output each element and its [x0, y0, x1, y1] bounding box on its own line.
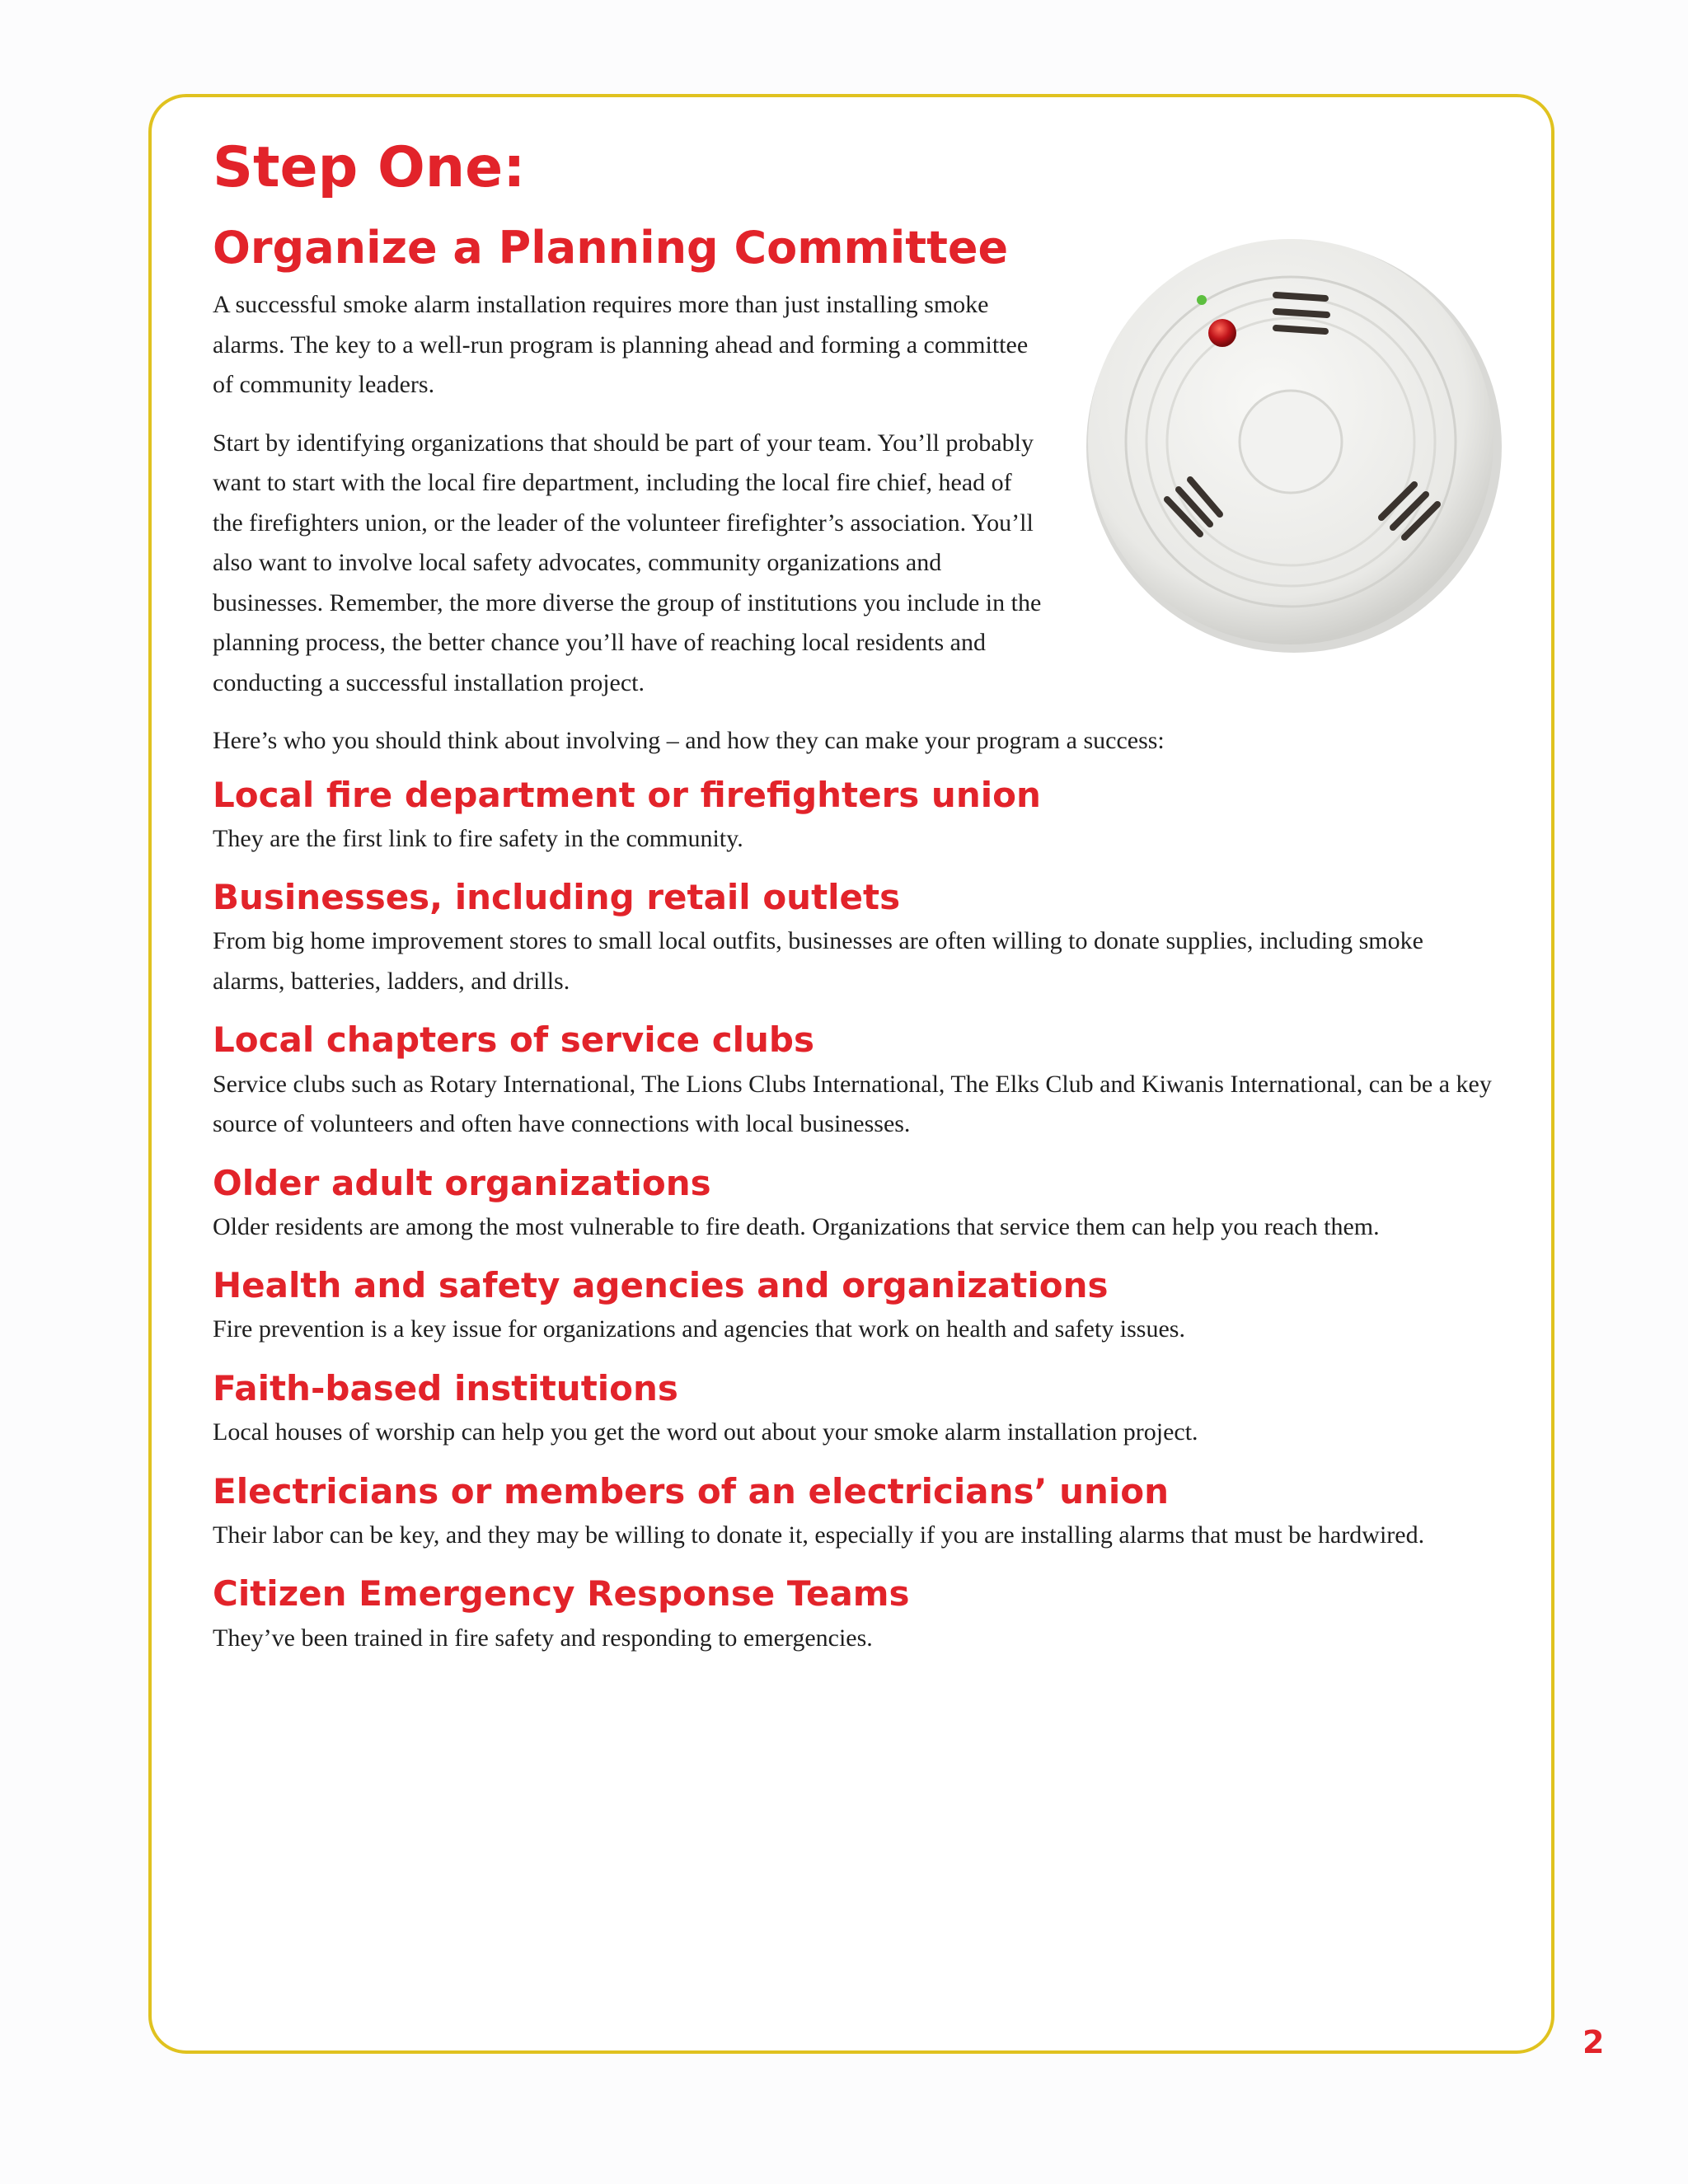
list-item	[213, 1267, 1498, 1350]
item-text: Their labor can be key, and they may be willing to donate it, especially if you are installing alarms that must be hardwired.	[213, 1521, 1425, 1549]
item-heading: Local fire department or firefighters union	[213, 774, 1041, 815]
involvement-list	[213, 776, 1498, 1659]
intro-paragraph-1: A successful smoke alarm installation requires more than just installing smoke alarms. The key to a well-run program is planning ahead and forming a committee of community leaders.	[213, 291, 1029, 398]
smoke-alarm-icon	[1078, 227, 1507, 656]
item-text: Fire prevention is a key issue for organizations and agencies that work on health and safety issues.	[213, 1315, 1185, 1343]
item-text: From big home improvement stores to small local outfits, businesses are often willing to donate supplies, including smoke alarms, batteries, ladders, and drills.	[213, 927, 1423, 995]
intro-paragraph-2: Start by identifying organizations that should be part of your team. You’ll probably want to start with the local fire department, including the local fire chief, head of the firefighters union, or the leader of the volunteer firefighter’s association. You’ll also want to involve local safety advocates, community organizations and businesses. Remember, the more diverse the group of institutions you include in the planning process, the better chance you’ll have of reaching local residents and conducting a successful installation project.	[213, 429, 1042, 696]
list-item	[213, 1575, 1498, 1658]
item-heading: Faith-based institutions	[213, 1367, 678, 1408]
page-subtitle: Organize a Planning Committee	[213, 222, 1009, 274]
list-item	[213, 1470, 1498, 1556]
page-number: 2	[1582, 2024, 1605, 2060]
item-heading: Local chapters of service clubs	[213, 1019, 814, 1061]
list-item	[213, 1162, 1498, 1248]
list-item	[213, 776, 1498, 860]
page-title: Step One:	[213, 135, 526, 200]
item-text: They are the first link to fire safety in the community.	[213, 824, 743, 852]
lead-paragraph: Here’s who you should think about involving – and how they can make your program a success:	[213, 727, 1165, 754]
list-item	[213, 1367, 1498, 1453]
item-heading: Health and safety agencies and organizations	[213, 1265, 1109, 1306]
intro-section	[213, 285, 1045, 703]
item-text: They’ve been trained in fire safety and responding to emergencies.	[213, 1624, 873, 1652]
item-heading: Businesses, including retail outlets	[213, 877, 901, 918]
item-heading: Older adult organizations	[213, 1162, 711, 1203]
item-text: Service clubs such as Rotary International, The Lions Clubs International, The Elks Club and Kiwanis International, can be a key source of volunteers and often have connections with local businesses.	[213, 1070, 1492, 1138]
item-text: Older residents are among the most vulnerable to fire death. Organizations that service them can help you reach them.	[213, 1212, 1380, 1240]
list-item	[213, 1021, 1498, 1144]
list-item	[213, 879, 1498, 1001]
item-text: Local houses of worship can help you get the word out about your smoke alarm installation project.	[213, 1418, 1198, 1446]
item-heading: Citizen Emergency Response Teams	[213, 1573, 910, 1615]
item-heading: Electricians or members of an electricians’ union	[213, 1470, 1170, 1511]
